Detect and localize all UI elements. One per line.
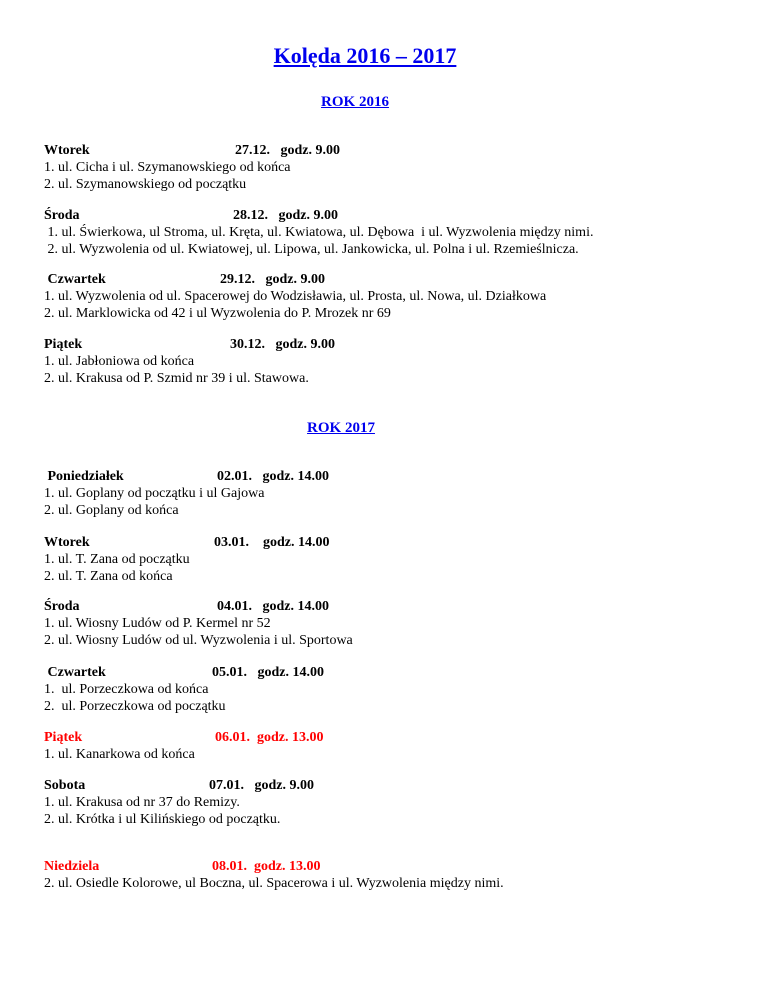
entry-line: 2. ul. Goplany od końca bbox=[44, 503, 179, 518]
entry-day: Środa bbox=[44, 599, 80, 614]
entry-date: 03.01. godz. 14.00 bbox=[214, 535, 330, 550]
entry-10 bbox=[44, 777, 744, 828]
entry-line: 2. ul. Marklowicka od 42 i ul Wyzwolenia do P. Mrozek nr 69 bbox=[44, 306, 391, 321]
entry-line: 1. ul. Wyzwolenia od ul. Spacerowej do Wodzisławia, ul. Prosta, ul. Nowa, ul. Działkowa bbox=[44, 289, 547, 304]
entry-line: 2. ul. Krótka i ul Kilińskiego od początku. bbox=[44, 812, 281, 827]
entry-date: 28.12. godz. 9.00 bbox=[233, 208, 338, 223]
entry-day: Wtorek bbox=[44, 143, 90, 158]
entry-day: Poniedziałek bbox=[44, 469, 124, 484]
entry-line: 1. ul. Goplany od początku i ul Gajowa bbox=[44, 486, 265, 501]
entry-3 bbox=[44, 271, 744, 322]
entry-day: Niedziela bbox=[44, 859, 100, 874]
entry-line: 2. ul. Wiosny Ludów od ul. Wyzwolenia i ul. Sportowa bbox=[44, 633, 353, 648]
entry-11 bbox=[44, 858, 744, 892]
entry-date: 06.01. godz. 13.00 bbox=[215, 730, 324, 745]
entry-line: 2. ul. Krakusa od P. Szmid nr 39 i ul. Stawowa. bbox=[44, 371, 309, 386]
entry-date: 05.01. godz. 14.00 bbox=[212, 665, 324, 680]
entry-day: Piątek bbox=[44, 337, 83, 352]
entry-day: Wtorek bbox=[44, 535, 90, 550]
entry-day: Środa bbox=[44, 208, 80, 223]
entry-day: Sobota bbox=[44, 778, 86, 793]
entry-line: 2. ul. T. Zana od końca bbox=[44, 569, 173, 584]
entry-date: 04.01. godz. 14.00 bbox=[217, 599, 329, 614]
entry-7 bbox=[44, 598, 744, 649]
entry-date: 27.12. godz. 9.00 bbox=[235, 143, 340, 158]
entry-date: 30.12. godz. 9.00 bbox=[230, 337, 335, 352]
entry-5 bbox=[44, 468, 744, 519]
entry-line: 1. ul. Krakusa od nr 37 do Remizy. bbox=[44, 795, 240, 810]
entry-line: 1. ul. Kanarkowa od końca bbox=[44, 747, 195, 762]
entry-line: 2. ul. Porzeczkowa od początku bbox=[44, 699, 226, 714]
entry-date: 02.01. godz. 14.00 bbox=[217, 469, 329, 484]
entry-line: 2. ul. Osiedle Kolorowe, ul Boczna, ul. Spacerowa i ul. Wyzwolenia między nimi. bbox=[44, 876, 504, 891]
page-title: Kolęda 2016 – 2017 bbox=[273, 43, 457, 68]
entry-line: 2. ul. Wyzwolenia od ul. Kwiatowej, ul. Lipowa, ul. Jankowicka, ul. Polna i ul. Rzemieślnicza. bbox=[44, 242, 579, 257]
entry-4 bbox=[44, 336, 744, 387]
entry-1 bbox=[44, 142, 744, 193]
entry-line: 1. ul. Świerkowa, ul Stroma, ul. Kręta, ul. Kwiatowa, ul. Dębowa i ul. Wyzwolenia między nimi. bbox=[44, 225, 594, 240]
year-2017-heading: ROK 2017 bbox=[307, 420, 375, 436]
entry-date: 08.01. godz. 13.00 bbox=[212, 859, 321, 874]
entry-line: 1. ul. Porzeczkowa od końca bbox=[44, 682, 209, 697]
entry-line: 1. ul. Jabłoniowa od końca bbox=[44, 354, 195, 369]
entry-line: 1. ul. Cicha i ul. Szymanowskiego od końca bbox=[44, 160, 291, 175]
year-2016-heading: ROK 2016 bbox=[321, 94, 389, 110]
entry-day: Piątek bbox=[44, 730, 83, 745]
entry-2 bbox=[44, 207, 744, 258]
entry-9 bbox=[44, 729, 744, 763]
entry-6 bbox=[44, 534, 744, 585]
entry-date: 07.01. godz. 9.00 bbox=[209, 778, 314, 793]
entry-8 bbox=[44, 664, 744, 715]
entry-line: 1. ul. T. Zana od początku bbox=[44, 552, 190, 567]
entry-line: 1. ul. Wiosny Ludów od P. Kermel nr 52 bbox=[44, 616, 271, 631]
entry-line: 2. ul. Szymanowskiego od początku bbox=[44, 177, 247, 192]
entry-date: 29.12. godz. 9.00 bbox=[220, 272, 325, 287]
entry-day: Czwartek bbox=[44, 665, 106, 680]
entry-day: Czwartek bbox=[44, 272, 106, 287]
